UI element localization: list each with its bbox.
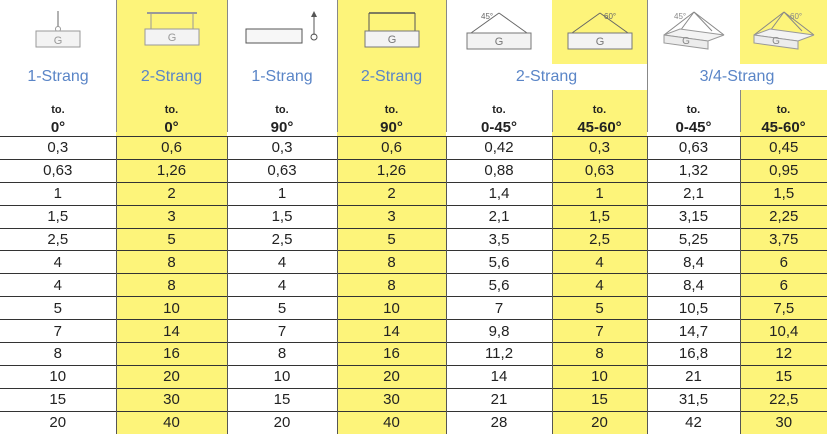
table-cell: 2,1 [446,205,552,228]
table-cell: 21 [446,388,552,411]
table-row [0,388,827,411]
table-cell: 1,32 [647,159,740,182]
table-cell: 11,2 [446,343,552,366]
multi-strand-60-degree-sling-icon [746,7,822,57]
table-cell: 5 [552,297,647,320]
load-label: G [681,36,690,47]
table-cell: 7 [446,297,552,320]
table-row [0,411,827,433]
angle-label: 90° [337,118,446,137]
table-cell: 8 [552,343,647,366]
column-divider [647,0,648,132]
angle-45-label: 45° [481,12,494,21]
table-cell: 4 [552,274,647,297]
strand-label: 2-Strang [515,68,578,85]
angle-label: 0-45° [675,118,712,136]
to-label: to. [51,104,65,116]
table-cell: 16 [116,343,227,366]
table-row [0,343,827,366]
table-cell: 1 [0,182,116,205]
table-cell: 2 [337,182,446,205]
table-cell: 8 [0,343,116,366]
angle-label: 0-45° [480,118,518,136]
table-cell: 8,4 [647,274,740,297]
icon-cell-2 [116,0,227,64]
load-label: G [53,35,63,47]
table-cell: 1,5 [227,205,337,228]
column-divider [116,0,117,132]
table-cell: 12 [740,343,827,366]
table-cell: 15 [227,388,337,411]
table-cell: 14 [116,320,227,343]
table-cell: 14 [446,365,552,388]
single-strand-horizontal-sling-icon [242,7,322,57]
strand-label: 3/4-Strang [699,68,775,85]
table-cell: 3 [337,205,446,228]
to-label: to. [686,104,701,116]
table-cell: 4 [0,274,116,297]
icon-cell-6 [552,0,647,64]
icon-cell-7 [647,0,740,64]
table-cell: 10,5 [647,297,740,320]
table-cell: 20 [0,411,116,433]
table-cell: 10,4 [740,320,827,343]
table-cell: 8,4 [647,251,740,274]
column-divider [337,0,338,132]
table-cell: 0,6 [116,137,227,160]
table-cell: 5 [337,228,446,251]
two-strand-vertical-sling-icon [137,7,207,57]
table-cell: 42 [647,411,740,433]
angle-45-label: 45° [673,12,686,21]
table-cell: 5,25 [647,228,740,251]
table-cell: 1 [227,182,337,205]
strand-label: 1-Strang [27,68,89,85]
angle-label: 45-60° [552,118,647,137]
table-cell: 31,5 [647,388,740,411]
table-cell: 1,4 [446,182,552,205]
load-label: G [387,34,396,46]
table-cell: 15 [740,365,827,388]
table-cell: 2,5 [552,228,647,251]
strand-label: 2-Strang [337,64,446,90]
table-cell: 30 [337,388,446,411]
table-cell: 30 [116,388,227,411]
strand-label-row [0,64,827,90]
table-cell: 5,6 [446,251,552,274]
table-cell: 20 [552,411,647,433]
table-row [0,297,827,320]
table-cell: 10 [337,297,446,320]
table-cell: 3,75 [740,228,827,251]
table-cell: 5 [116,228,227,251]
table-cell: 8 [227,343,337,366]
table-cell: 1,5 [740,182,827,205]
table-cell: 14 [337,320,446,343]
table-cell: 0,95 [740,159,827,182]
table-cell: 7 [227,320,337,343]
table-cell: 7,5 [740,297,827,320]
table-cell: 2,25 [740,205,827,228]
table-cell: 1,26 [116,159,227,182]
table-cell: 1,5 [552,205,647,228]
table-body [0,137,827,434]
table-row [0,251,827,274]
table-cell: 0,63 [552,159,647,182]
table-cell: 0,6 [337,137,446,160]
icon-cell-1 [0,0,116,64]
to-label: to. [275,104,289,116]
angle-60-label: 60° [789,12,802,21]
table-cell: 10 [0,365,116,388]
table-row [0,228,827,251]
table-cell: 22,5 [740,388,827,411]
table-cell: 20 [337,365,446,388]
strand-label: 2-Strang [116,64,227,90]
column-divider [227,0,228,132]
icon-cell-4 [337,0,446,64]
table-cell: 7 [552,320,647,343]
table-row [0,137,827,160]
single-strand-vertical-sling-icon [28,7,88,57]
table-cell: 1,5 [0,205,116,228]
to-label: to. [337,90,446,118]
to-label: to. [552,90,647,118]
two-strand-60-degree-sling-icon [562,7,638,57]
load-label: G [595,36,604,48]
table-cell: 10 [116,297,227,320]
table-cell: 0,45 [740,137,827,160]
icon-cell-5 [446,0,552,64]
table-row [0,320,827,343]
table-cell: 5 [227,297,337,320]
table-cell: 0,88 [446,159,552,182]
table-cell: 28 [446,411,552,433]
to-label: to. [740,90,827,118]
strand-label: 1-Strang [251,68,313,85]
table-row [0,205,827,228]
table-cell: 0,3 [0,137,116,160]
table-cell: 10 [552,365,647,388]
column-divider [446,0,447,132]
column-divider [740,90,741,132]
table-cell: 8 [116,274,227,297]
table-cell: 4 [552,251,647,274]
table-cell: 16,8 [647,343,740,366]
table-cell: 14,7 [647,320,740,343]
table-cell: 5,6 [446,274,552,297]
load-label: G [771,36,780,47]
table-cell: 0,42 [446,137,552,160]
table-cell: 8 [116,251,227,274]
table-cell: 3,15 [647,205,740,228]
angle-60-label: 60° [603,12,616,21]
two-strand-90-degree-sling-icon [357,7,427,57]
table-cell: 2,1 [647,182,740,205]
table-cell: 20 [116,365,227,388]
table-cell: 0,63 [0,159,116,182]
table-cell: 4 [227,274,337,297]
table-cell: 0,63 [647,137,740,160]
table-cell: 40 [116,411,227,433]
table-cell: 10 [227,365,337,388]
angle-label: 0° [116,118,227,137]
table-cell: 5 [0,297,116,320]
table-cell: 2,5 [0,228,116,251]
table-cell: 9,8 [446,320,552,343]
table-cell: 0,3 [227,137,337,160]
table-cell: 0,63 [227,159,337,182]
table-cell: 40 [337,411,446,433]
table-cell: 6 [740,251,827,274]
table-cell: 3,5 [446,228,552,251]
table-cell: 20 [227,411,337,433]
table-row [0,274,827,297]
icon-cell-3 [227,0,337,64]
table-row [0,159,827,182]
to-label: to. [116,90,227,118]
table-cell: 21 [647,365,740,388]
table-row [0,365,827,388]
angle-row [0,118,827,137]
table-cell: 2,5 [227,228,337,251]
table-cell: 1 [552,182,647,205]
table-cell: 3 [116,205,227,228]
column-divider [552,90,553,132]
table-cell: 8 [337,251,446,274]
icon-cell-8 [740,0,827,64]
icon-row [0,0,827,64]
table-cell: 1,26 [337,159,446,182]
to-label: to. [492,104,506,116]
table-row [0,182,827,205]
table-cell: 15 [0,388,116,411]
table-cell: 6 [740,274,827,297]
table-cell: 15 [552,388,647,411]
table-cell: 0,3 [552,137,647,160]
angle-label: 45-60° [740,118,827,137]
table-cell: 7 [0,320,116,343]
multi-strand-45-degree-sling-icon [656,7,732,57]
to-label-row [0,90,827,118]
table-cell: 16 [337,343,446,366]
table-cell: 2 [116,182,227,205]
load-label: G [167,32,176,44]
angle-label: 90° [270,118,294,136]
table-cell: 4 [227,251,337,274]
table-cell: 8 [337,274,446,297]
load-label: G [494,36,504,48]
two-strand-45-degree-sling-icon [461,7,537,57]
angle-label: 0° [50,118,66,136]
table-cell: 30 [740,411,827,433]
table-cell: 4 [0,251,116,274]
